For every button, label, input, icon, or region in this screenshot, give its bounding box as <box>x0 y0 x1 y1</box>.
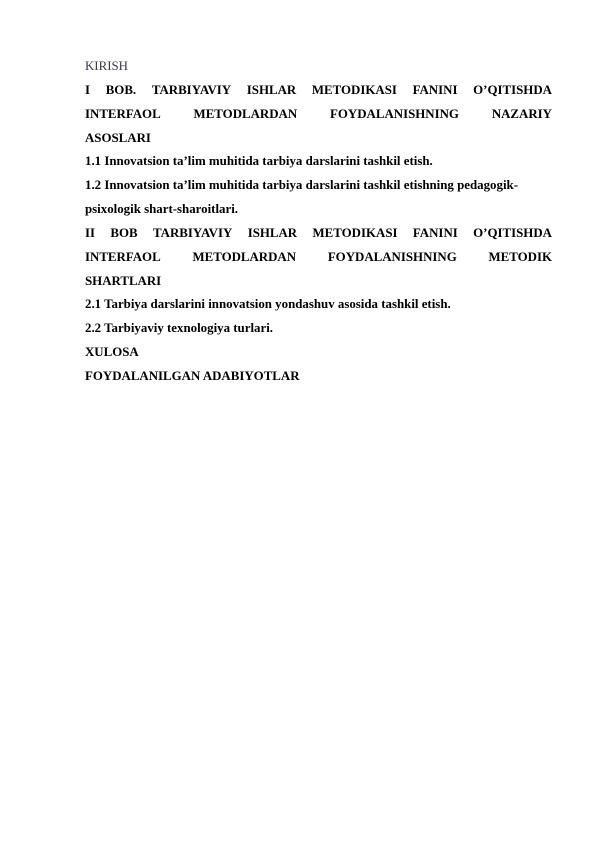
toc-section-1-2-line1: 1.2 Innovatsion ta’lim muhitida tarbiya darslarini tashkil etishning pedagogik- <box>85 178 518 193</box>
word: BOB. <box>105 82 137 97</box>
word: BOB <box>110 225 138 240</box>
word: O’QITISHDA <box>473 82 552 97</box>
word: METODLARDAN <box>193 106 298 121</box>
word: TARBIYAVIY <box>151 82 232 97</box>
toc-conclusion: XULOSA <box>85 345 139 360</box>
toc-chapter2-line2 <box>85 246 552 270</box>
word: I <box>85 82 91 97</box>
toc-chapter1-line2 <box>85 103 552 127</box>
word: INTERFAOL <box>85 106 161 121</box>
word: O’QITISHDA <box>473 225 552 240</box>
toc-section-1-2-line2: psixologik shart-sharoitlari. <box>85 202 239 217</box>
word: FANINI <box>412 225 458 240</box>
word: METODIKASI <box>311 82 397 97</box>
table-of-contents <box>85 55 552 389</box>
toc-references: FOYDALANILGAN ADABIYOTLAR <box>85 368 300 383</box>
word: NAZARIY <box>491 106 552 121</box>
word: METODIK <box>488 249 552 264</box>
toc-section-2-2: 2.2 Tarbiyaviy texnologiya turlari. <box>85 321 273 336</box>
word: FOYDALANISHNING <box>330 106 459 121</box>
toc-intro: KIRISH <box>85 59 128 73</box>
word: FANINI <box>412 82 458 97</box>
toc-chapter1-line1 <box>85 79 552 103</box>
toc-section-1-1: 1.1 Innovatsion ta’lim muhitida tarbiya darslarini tashkil etish. <box>85 154 433 169</box>
toc-chapter2-line1 <box>85 222 552 246</box>
word: TARBIYAVIY <box>153 225 233 240</box>
toc-chapter2-line3: SHARTLARI <box>85 273 162 288</box>
word: ISHLAR <box>247 225 298 240</box>
word: METODIKASI <box>312 225 398 240</box>
word: METODLARDAN <box>192 249 297 264</box>
word: FOYDALANISHNING <box>327 249 457 264</box>
word: INTERFAOL <box>85 249 161 264</box>
toc-section-2-1: 2.1 Tarbiya darslarini innovatsion yondashuv asosida tashkil etish. <box>85 297 451 312</box>
toc-chapter1-line3: ASOSLARI <box>85 130 151 145</box>
word: ISHLAR <box>246 82 297 97</box>
word: II <box>85 225 96 240</box>
